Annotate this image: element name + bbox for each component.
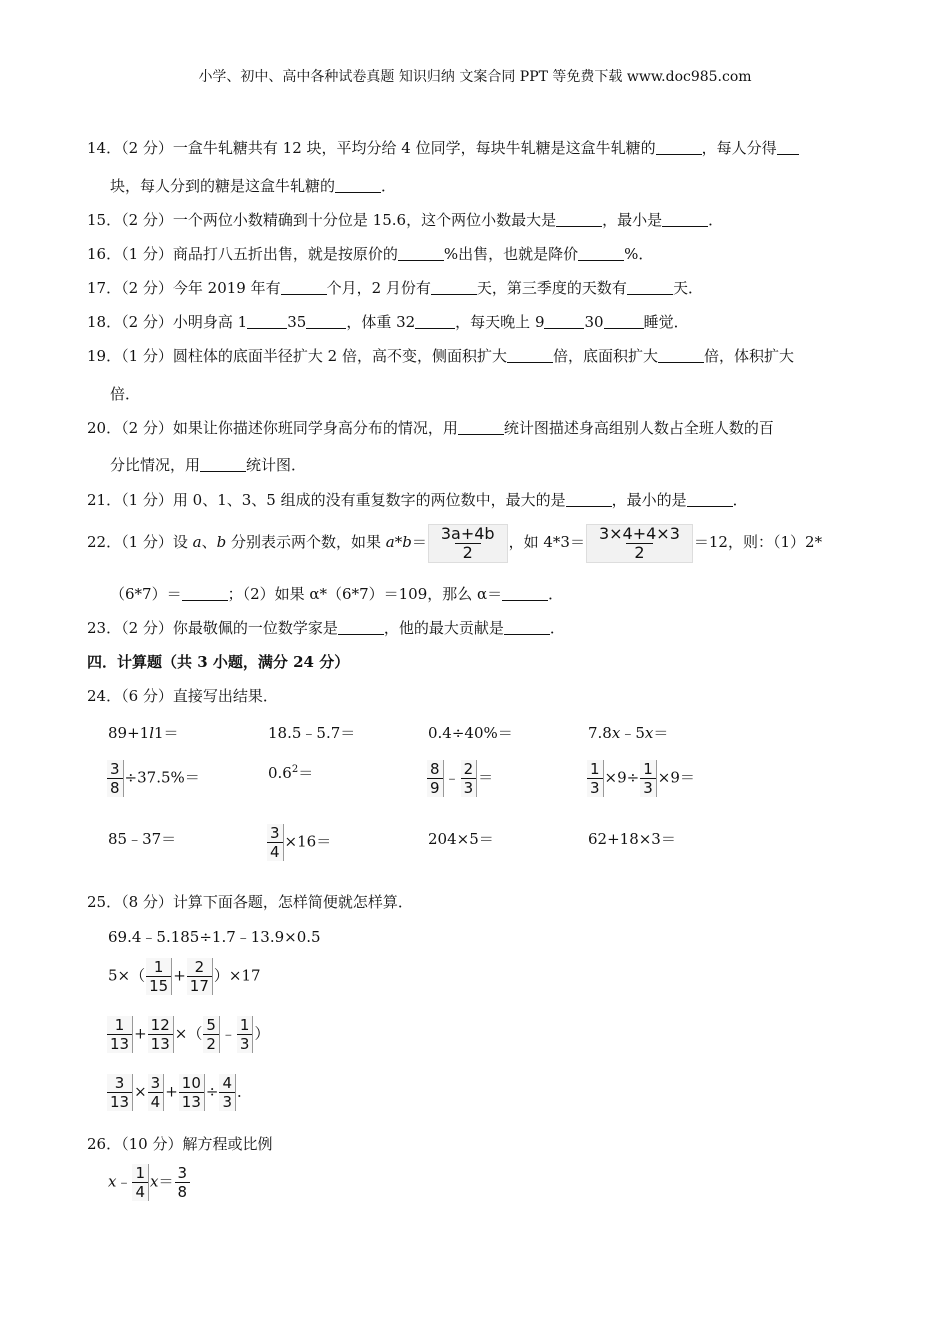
calc-expression: 69.4﹣5.185÷1.7﹣13.9×0.5	[108, 928, 321, 946]
fraction: $\frac{8}{9}$	[427, 760, 444, 797]
answer-blank[interactable]	[656, 140, 702, 155]
calc-item: 62+18×3＝	[588, 830, 676, 848]
answer-blank[interactable]	[502, 586, 548, 601]
fraction: $\frac{2}{17}$	[187, 958, 213, 995]
question-21: 21．（1 分）用 0、1、3、5 组成的没有重复数字的两位数中，最大的是 ，最小的是 ．	[87, 491, 748, 509]
answer-blank[interactable]	[507, 348, 553, 363]
fraction: $\frac{5}{2}$	[203, 1016, 220, 1053]
answer-blank[interactable]	[398, 246, 444, 261]
fraction: $\frac{3}{8}$	[175, 1164, 191, 1201]
answer-blank[interactable]	[658, 348, 704, 363]
question-16: 16．（1 分）商品打八五折出售，就是按原价的 %出售，也就是降价 %．	[87, 245, 654, 263]
page-header: 小学、初中、高中各种试卷真题 知识归纳 文案合同 PPT 等免费下载 www.doc985.com	[198, 69, 752, 85]
fraction: $\frac{1}{3}$	[587, 760, 604, 797]
calc-item: 7.8x﹣5x＝	[588, 724, 669, 742]
question-22: 22．（1 分）设 a、b 分别表示两个数，如果 a*b＝ $\frac{3a+4b}{2}$ ，如 4*3＝ $\frac{3\times 4+4\times 3}{2}$ ＝12，则：（1）2*	[87, 523, 823, 562]
answer-blank[interactable]	[777, 140, 799, 155]
calc-expression: 5×（ $\frac{1}{15}$ + $\frac{2}{17}$ ）×17	[108, 958, 261, 995]
fraction: $\frac{1}{15}$	[146, 958, 172, 995]
question-19-cont: 倍．	[110, 385, 141, 403]
answer-blank[interactable]	[182, 586, 228, 601]
question-15: 15．（2 分）一个两位小数精确到十分位是 15.6，这个两位小数最大是 ，最小是 ．	[87, 211, 724, 229]
fraction: $\frac{2}{3}$	[461, 760, 478, 797]
question-23: 23．（2 分）你最敬佩的一位数学家是 ，他的最大贡献是 ．	[87, 619, 565, 637]
question-19: 19．（1 分）圆柱体的底面半径扩大 2 倍，高不变，侧面积扩大 倍，底面积扩大 倍，体积扩大	[87, 347, 795, 365]
question-26: 26．（10 分）解方程或比例	[87, 1135, 273, 1153]
answer-blank[interactable]	[687, 492, 733, 507]
answer-blank[interactable]	[556, 212, 602, 227]
answer-blank[interactable]	[247, 314, 287, 329]
answer-blank[interactable]	[544, 314, 584, 329]
question-14: 14．（2 分）一盒牛轧糖共有 12 块，平均分给 4 位同学，每块牛轧糖是这盒牛轧糖的 ，每人分得	[87, 138, 799, 158]
fraction: $\frac{3}{4}$	[148, 1074, 165, 1111]
fraction: $\frac{3}{13}$	[107, 1074, 133, 1111]
question-17: 17．（2 分）今年 2019 年有 个月，2 月份有 天，第三季度的天数有 天．	[87, 279, 703, 297]
calc-expression: $\frac{3}{13}$ × $\frac{3}{4}$ + $\frac{10}{13}$ ÷ $\frac{4}{3}$ ．	[106, 1074, 252, 1111]
calc-item: $0.6^2=$	[268, 764, 314, 782]
answer-blank[interactable]	[627, 280, 673, 295]
fraction: $\frac{1}{3}$	[640, 760, 657, 797]
equation: x﹣ $\frac{1}{4}$ x＝ $\frac{3}{8}$	[108, 1164, 191, 1201]
calc-item: 85﹣37＝	[108, 830, 177, 848]
fraction: $\frac{1}{3}$	[237, 1016, 254, 1053]
fraction: $\frac{3}{8}$	[107, 760, 124, 797]
calc-item: $\frac{3}{4}$ ×16＝	[266, 824, 331, 861]
question-24: 24．（6 分）直接写出结果．	[87, 687, 278, 705]
calc-item: 89+1l1＝	[108, 724, 179, 742]
section-title: 四．计算题（共 3 小题，满分 24 分）	[87, 653, 350, 671]
answer-blank[interactable]	[338, 620, 384, 635]
question-20-cont: 分比情况，用 统计图．	[110, 456, 307, 474]
answer-blank[interactable]	[604, 314, 644, 329]
answer-blank[interactable]	[431, 280, 477, 295]
calc-expression: $\frac{1}{13}$ + $\frac{12}{13}$ ×（ $\frac{5}{2}$ ﹣ $\frac{1}{3}$ ）	[106, 1016, 269, 1053]
calc-item: $\frac{3}{8}$ ÷37.5%＝	[106, 760, 200, 797]
fraction: $\frac{10}{13}$	[179, 1074, 205, 1111]
calc-item: $\frac{1}{3}$ ×9÷ $\frac{1}{3}$ ×9＝	[586, 760, 695, 797]
fraction-example: $\frac{3\times 4+4\times 3}{2}$	[586, 524, 693, 563]
answer-blank[interactable]	[458, 420, 504, 435]
answer-blank[interactable]	[281, 280, 327, 295]
fraction: $\frac{1}{13}$	[107, 1016, 133, 1053]
answer-blank[interactable]	[578, 246, 624, 261]
answer-blank[interactable]	[504, 620, 550, 635]
calc-item: 204×5＝	[428, 830, 494, 848]
fraction: $\frac{3}{4}$	[267, 824, 284, 861]
question-25: 25．（8 分）计算下面各题，怎样简便就怎样算．	[87, 893, 413, 911]
calc-item: 18.5﹣5.7＝	[268, 724, 356, 742]
calc-item: 0.4÷40%＝	[428, 724, 513, 742]
fraction: $\frac{4}{3}$	[219, 1074, 236, 1111]
question-18: 18．（2 分）小明身高 1 35 ，体重 32 ，每天晚上 9 30 睡觉．	[87, 313, 689, 331]
fraction: $\frac{12}{13}$	[148, 1016, 174, 1053]
answer-blank[interactable]	[566, 492, 612, 507]
answer-blank[interactable]	[306, 314, 346, 329]
question-20: 20．（2 分）如果让你描述你班同学身高分布的情况，用 统计图描述身高组别人数占全班人数的百	[87, 419, 774, 437]
calc-item: $\frac{8}{9}$ ﹣ $\frac{2}{3}$ ＝	[426, 760, 493, 797]
answer-blank[interactable]	[200, 457, 246, 472]
fraction-formula: $\frac{3a+4b}{2}$	[428, 524, 508, 563]
answer-blank[interactable]	[415, 314, 455, 329]
question-22-cont: （6*7）＝ ；（2）如果 α*（6*7）＝109，那么 α＝ ．	[110, 585, 564, 603]
answer-blank[interactable]	[662, 212, 708, 227]
answer-blank[interactable]	[335, 178, 381, 193]
fraction: $\frac{1}{4}$	[132, 1164, 149, 1201]
question-14-cont: 块，每人分到的糖是这盒牛轧糖的 ．	[110, 177, 397, 195]
